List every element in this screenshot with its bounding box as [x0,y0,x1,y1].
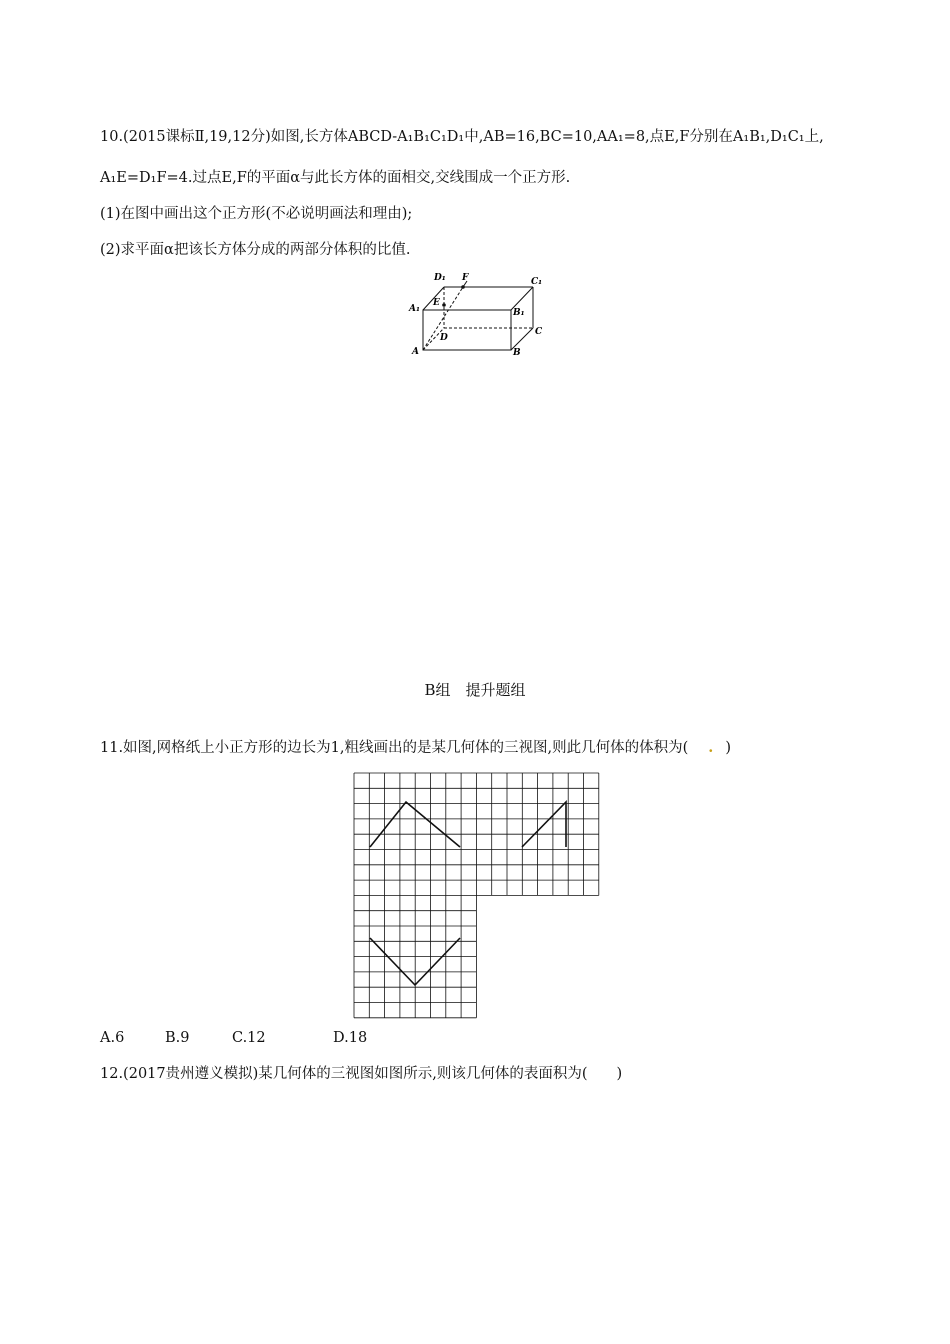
three-view-grid [350,770,600,1020]
q11-text-before: 11.如图,网格纸上小正方形的边长为1,粗线画出的是某几何体的三视图,则此几何体的体积为( [100,740,689,756]
section-title: B组 提升题组 [424,681,526,699]
q11-option-c: C.12 [232,1030,266,1046]
point-f [461,285,465,289]
label-c: C [535,327,543,337]
label-a: A [412,347,419,357]
label-d: D [440,333,448,343]
q12-text: 12.(2017贵州遵义模拟)某几何体的三视图如图所示,则该几何体的表面积为( ) [100,1066,623,1082]
q11-option-a: A.6 [100,1030,125,1046]
q11-option-b: B.9 [165,1030,190,1046]
label-b1: B₁ [513,308,525,318]
side-view-outline [522,802,566,847]
label-e: E [433,298,440,308]
q11-text-after: ) [725,740,732,756]
q10-line-2: A₁E=D₁F=4.过点E,F的平面α与此长方体的面相交,交线围成一个正方形. [100,170,571,186]
label-f: F [462,273,469,283]
label-b: B [513,348,521,358]
cuboid-figure [400,268,560,368]
q11-dot: . [708,739,714,756]
q10-line-3: (1)在图中画出这个正方形(不必说明画法和理由); [100,206,413,222]
edge-b1c1 [511,287,533,310]
point-e [442,303,446,307]
q11-text [100,738,731,758]
q10-line-1: 10.(2015课标Ⅱ,19,12分)如图,长方体ABCD-A₁B₁C₁D₁中,AB=16,BC=10,AA₁=8,点E,F分别在A₁B₁,D₁C₁上, [100,129,824,145]
label-c1: C₁ [531,277,543,287]
edge-bc [511,328,533,350]
label-a1: A₁ [409,304,420,314]
q11-option-d: D.18 [333,1030,368,1046]
q10-line-4: (2)求平面α把该长方体分成的两部分体积的比值. [100,242,411,258]
label-d1: D₁ [434,273,446,283]
cuboid-front-face [423,310,511,350]
